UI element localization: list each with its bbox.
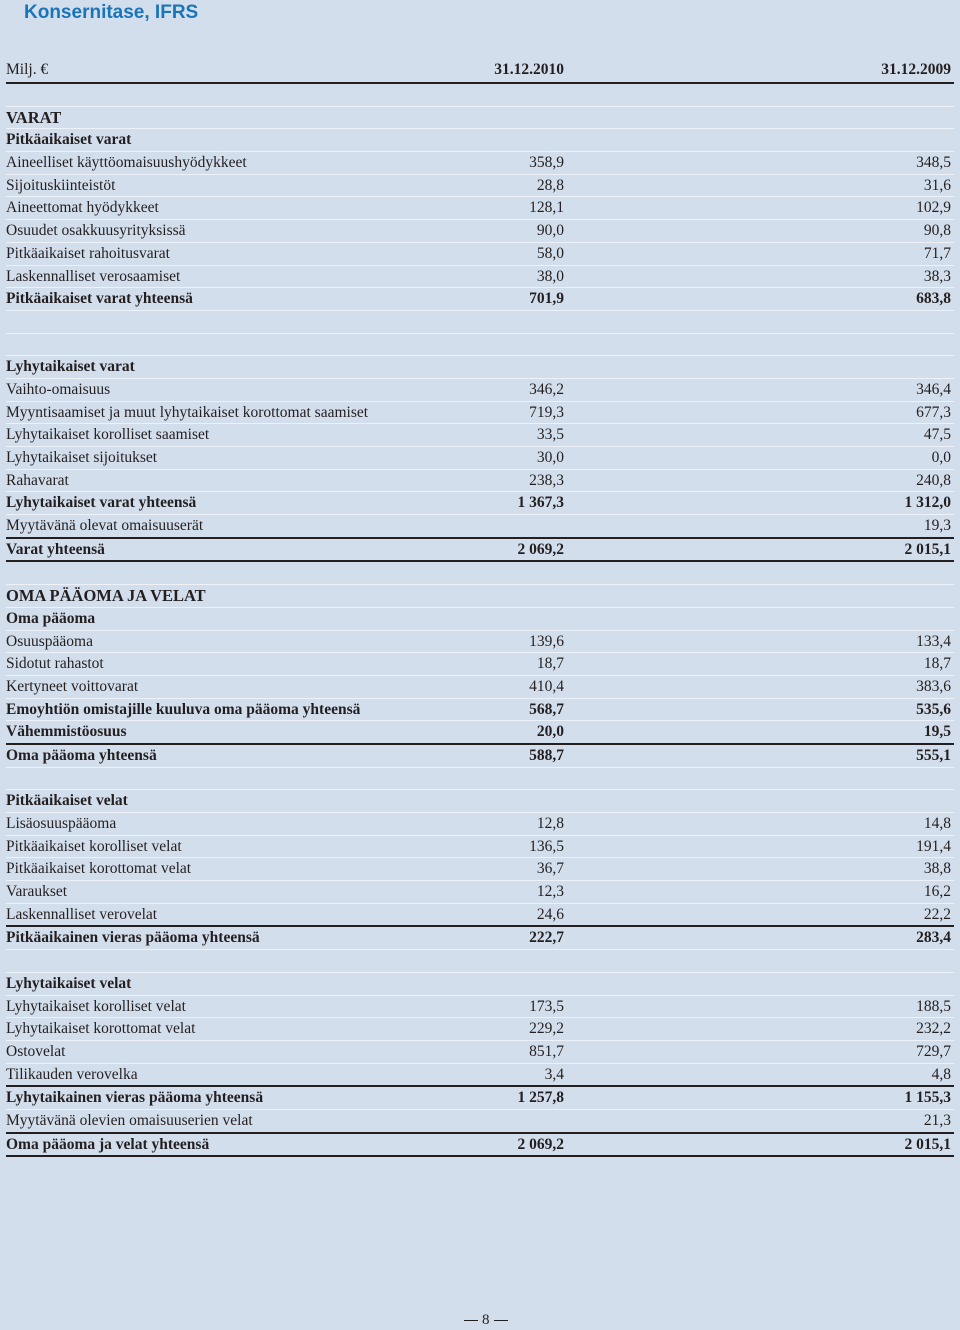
page-number-dash (494, 1320, 508, 1321)
row-label: Osuudet osakkuusyrityksissä (6, 222, 186, 240)
table-row (6, 813, 954, 836)
value-2010: 33,5 (536, 426, 564, 444)
row-label: Vähemmistöosuus (6, 723, 127, 741)
table-row (6, 1041, 954, 1064)
row-label: Lyhytaikaiset korolliset velat (6, 997, 186, 1015)
spacer-row (6, 768, 954, 791)
value-2010: 851,7 (529, 1042, 564, 1060)
value-2010: 588,7 (529, 746, 564, 764)
row-label: Myytävänä olevien omaisuuserien velat (6, 1111, 253, 1129)
row-label: Oma pääoma (6, 609, 96, 627)
table-row (6, 836, 954, 859)
value-2009: 22,2 (923, 905, 951, 923)
row-label: Laskennalliset verovelat (6, 905, 158, 923)
unit-label: Milj. € (6, 61, 49, 78)
value-2009: 38,8 (923, 860, 951, 878)
value-2009: 283,4 (916, 929, 951, 947)
value-2009: 191,4 (916, 837, 951, 855)
value-2010: 36,7 (536, 860, 564, 878)
value-2009: 729,7 (916, 1042, 951, 1060)
value-2010: 346,2 (529, 380, 564, 398)
table-row (6, 539, 954, 563)
row-label: Ostovelat (6, 1042, 66, 1060)
value-2010: 2 069,2 (517, 540, 564, 558)
row-label: Pitkäaikaiset korolliset velat (6, 837, 182, 855)
value-2009: 0,0 (931, 449, 951, 466)
row-label: OMA PÄÄOMA JA VELAT (6, 586, 206, 606)
value-2010: 3,4 (544, 1065, 564, 1083)
column-header-2009: 31.12.2009 (881, 61, 951, 78)
table-row (6, 402, 954, 425)
row-label: Aineelliset käyttöomaisuushyödykkeet (6, 154, 247, 172)
table-row (6, 721, 954, 745)
spacer-row (6, 311, 954, 334)
value-2009: 677,3 (916, 403, 951, 421)
row-label: Oma pääoma yhteensä (6, 746, 157, 764)
table-row (6, 1064, 954, 1088)
value-2010: 38,0 (536, 267, 564, 285)
row-label: Lyhytaikaiset varat (6, 358, 135, 376)
value-2009: 19,3 (923, 517, 951, 535)
value-2009: 535,6 (916, 700, 951, 718)
value-2009: 383,6 (916, 677, 951, 695)
value-2009: 348,5 (916, 154, 951, 172)
row-label: Myytävänä olevat omaisuuserät (6, 517, 204, 535)
value-2010: 173,5 (529, 997, 564, 1015)
value-2010: 358,9 (529, 154, 564, 172)
table-row (6, 470, 954, 493)
row-label: Pitkäaikaiset korottomat velat (6, 860, 192, 878)
table-row (6, 676, 954, 699)
table-row (6, 356, 954, 379)
table-row (6, 653, 954, 676)
table-body (6, 84, 954, 1157)
row-label: Tilikauden verovelka (6, 1065, 138, 1083)
table-row (6, 197, 954, 220)
value-2010: 1 257,8 (517, 1089, 564, 1107)
value-2009: 31,6 (923, 176, 951, 194)
row-label: Lyhytaikaiset velat (6, 974, 132, 992)
table-row (6, 858, 954, 881)
table-row (6, 152, 954, 175)
value-2009: 188,5 (916, 997, 951, 1015)
row-label: Pitkäaikaiset varat yhteensä (6, 290, 193, 308)
value-2010: 139,6 (529, 632, 564, 650)
value-2009: 14,8 (923, 815, 951, 832)
row-label: Emoyhtiön omistajille kuuluva oma pääoma yhteensä (6, 700, 361, 718)
row-label: Lyhytaikaiset sijoitukset (6, 449, 158, 466)
value-2009: 38,3 (923, 267, 951, 285)
spacer-row (6, 562, 954, 585)
value-2010: 1 367,3 (517, 494, 564, 512)
value-2010: 229,2 (529, 1020, 564, 1038)
value-2010: 136,5 (529, 837, 564, 855)
table-row (6, 220, 954, 243)
page-number-value: 8 (482, 1312, 490, 1328)
value-2009: 1 155,3 (904, 1089, 951, 1107)
table-header (6, 58, 954, 84)
balance-sheet-table (6, 58, 954, 1157)
table-row (6, 1110, 954, 1134)
table-row (6, 699, 954, 722)
value-2010: 58,0 (536, 244, 564, 262)
value-2009: 21,3 (923, 1111, 951, 1129)
value-2010: 12,8 (536, 815, 564, 832)
table-row (6, 790, 954, 813)
row-label: Aineettomat hyödykkeet (6, 199, 159, 217)
table-row (6, 288, 954, 311)
row-label: Laskennalliset verosaamiset (6, 267, 181, 285)
table-row (6, 631, 954, 654)
value-2010: 701,9 (529, 290, 564, 308)
row-label: Oma pääoma ja velat yhteensä (6, 1135, 210, 1153)
table-row (6, 996, 954, 1019)
table-row (6, 175, 954, 198)
value-2009: 47,5 (923, 426, 951, 444)
table-row (6, 608, 954, 631)
value-2010: 30,0 (536, 449, 564, 466)
value-2009: 240,8 (916, 471, 951, 489)
table-row (6, 129, 954, 152)
row-label: VARAT (6, 107, 62, 127)
table-row (6, 266, 954, 289)
table-row (6, 447, 954, 470)
table-row (6, 881, 954, 904)
table-row (6, 424, 954, 447)
row-label: Pitkäaikaiset varat (6, 131, 132, 149)
value-2009: 1 312,0 (904, 494, 951, 512)
table-row (6, 904, 954, 928)
table-row (6, 1087, 954, 1110)
value-2010: 20,0 (536, 723, 564, 741)
page-number-dash (464, 1320, 478, 1321)
row-label: Sidotut rahastot (6, 655, 104, 673)
value-2010: 90,0 (536, 222, 564, 240)
value-2009: 683,8 (916, 290, 951, 308)
value-2009: 232,2 (916, 1020, 951, 1038)
value-2010: 24,6 (536, 905, 564, 923)
value-2009: 555,1 (916, 746, 951, 764)
value-2009: 2 015,1 (904, 540, 951, 558)
value-2009: 71,7 (923, 244, 951, 262)
row-label: Rahavarat (6, 471, 69, 489)
value-2010: 128,1 (529, 199, 564, 217)
value-2010: 238,3 (529, 471, 564, 489)
table-row (6, 745, 954, 768)
table-row (6, 585, 954, 608)
column-header-2010: 31.12.2010 (494, 61, 564, 78)
row-label: Pitkäaikaiset velat (6, 792, 128, 810)
spacer-row (6, 334, 954, 357)
value-2009: 2 015,1 (904, 1135, 951, 1153)
value-2010: 12,3 (536, 883, 564, 901)
value-2010: 2 069,2 (517, 1135, 564, 1153)
value-2010: 410,4 (529, 677, 564, 695)
row-label: Varaukset (6, 883, 68, 901)
row-label: Lyhytaikainen vieras pääoma yhteensä (6, 1089, 264, 1107)
table-row (6, 927, 954, 950)
row-label: Kertyneet voittovarat (6, 677, 139, 695)
value-2009: 19,5 (923, 723, 951, 741)
row-label: Myyntisaamiset ja muut lyhytaikaiset korottomat saamiset (6, 403, 369, 421)
table-row (6, 243, 954, 266)
value-2010: 28,8 (536, 176, 564, 194)
spacer-row (6, 950, 954, 973)
page-number (460, 1312, 512, 1329)
value-2010: 18,7 (536, 655, 564, 673)
row-label: Lyhytaikaiset varat yhteensä (6, 494, 197, 512)
table-row (6, 492, 954, 515)
row-label: Lyhytaikaiset korottomat velat (6, 1020, 196, 1038)
value-2010: 568,7 (529, 700, 564, 718)
row-label: Varat yhteensä (6, 540, 105, 558)
value-2009: 102,9 (916, 199, 951, 217)
row-label: Pitkäaikaiset rahoitusvarat (6, 244, 170, 262)
value-2010: 222,7 (529, 929, 564, 947)
table-row (6, 1134, 954, 1158)
table-row (6, 515, 954, 539)
value-2009: 346,4 (916, 380, 951, 398)
value-2010: 719,3 (529, 403, 564, 421)
table-row (6, 107, 954, 130)
spacer-row (6, 84, 954, 107)
value-2009: 133,4 (916, 632, 951, 650)
row-label: Lisäosuuspääoma (6, 815, 117, 832)
table-row (6, 1018, 954, 1041)
row-label: Sijoituskiinteistöt (6, 176, 116, 194)
value-2009: 16,2 (923, 883, 951, 901)
page-title: Konsernitase, IFRS (24, 2, 199, 23)
row-label: Lyhytaikaiset korolliset saamiset (6, 426, 210, 444)
table-row (6, 379, 954, 402)
row-label: Pitkäaikainen vieras pääoma yhteensä (6, 929, 260, 947)
value-2009: 4,8 (931, 1065, 951, 1083)
value-2009: 18,7 (923, 655, 951, 673)
value-2009: 90,8 (923, 222, 951, 240)
table-row (6, 973, 954, 996)
row-label: Vaihto-omaisuus (6, 380, 111, 398)
row-label: Osuuspääoma (6, 632, 93, 650)
